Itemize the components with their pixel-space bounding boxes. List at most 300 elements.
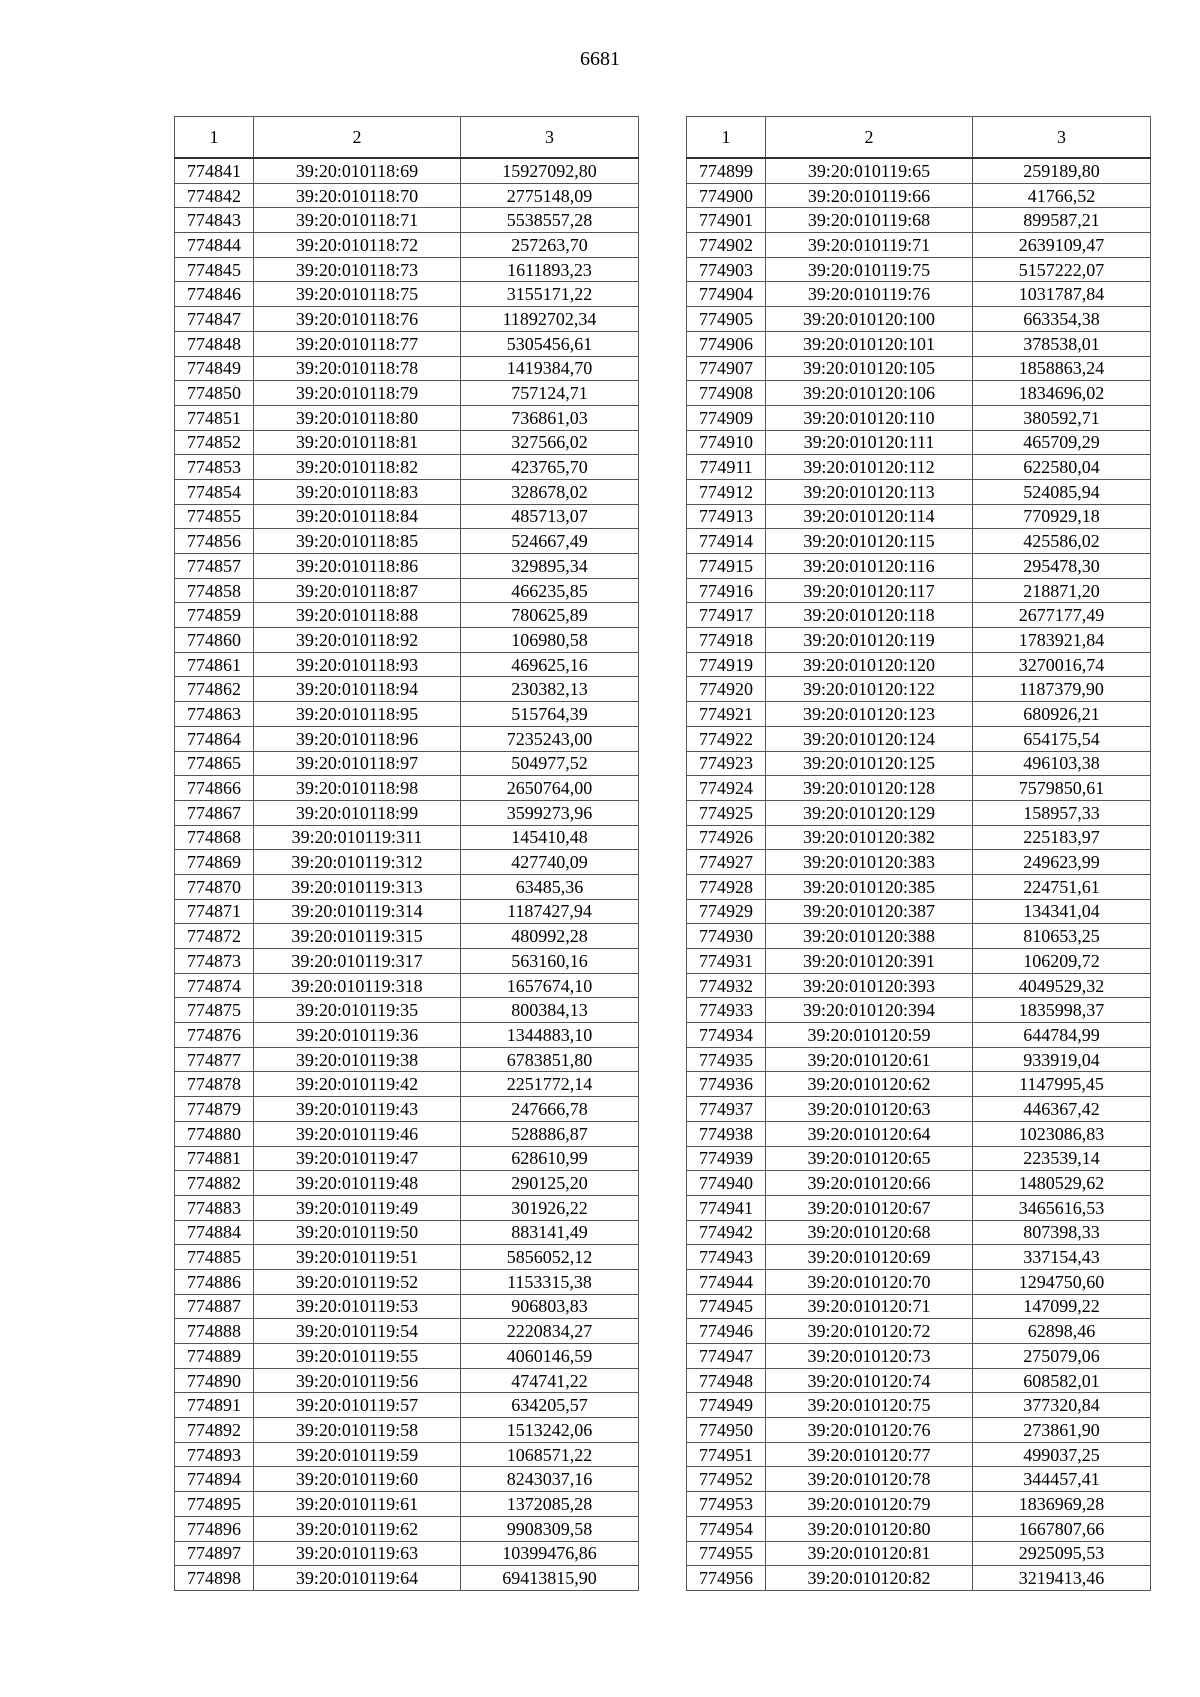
- cadastral-number-cell: 39:20:010120:114: [766, 504, 973, 529]
- record-number-cell: 774890: [175, 1368, 254, 1393]
- cadastral-number-cell: 39:20:010118:85: [254, 529, 461, 554]
- cadastral-value-cell: 2775148,09: [461, 183, 639, 208]
- record-number-cell: 774885: [175, 1245, 254, 1270]
- header-row: [687, 117, 1151, 159]
- table-row: [687, 1146, 1151, 1171]
- record-number-cell: 774909: [687, 405, 766, 430]
- record-number-cell: 774953: [687, 1492, 766, 1517]
- record-number-cell: 774914: [687, 529, 766, 554]
- record-number-cell: 774876: [175, 1023, 254, 1048]
- table-row: [175, 1146, 639, 1171]
- cadastral-number-cell: 39:20:010120:62: [766, 1072, 973, 1097]
- table-row: [175, 257, 639, 282]
- table-row: [687, 1393, 1151, 1418]
- record-number-cell: 774841: [175, 158, 254, 183]
- parcel-table-left: [174, 116, 639, 1591]
- record-number-cell: 774846: [175, 282, 254, 307]
- cadastral-number-cell: 39:20:010119:46: [254, 1121, 461, 1146]
- table-row: [175, 1294, 639, 1319]
- table-row: [175, 158, 639, 183]
- cadastral-number-cell: 39:20:010118:77: [254, 331, 461, 356]
- record-number-cell: 774949: [687, 1393, 766, 1418]
- record-number-cell: 774899: [687, 158, 766, 183]
- cadastral-number-cell: 39:20:010119:63: [254, 1541, 461, 1566]
- record-number-cell: 774943: [687, 1245, 766, 1270]
- table-row: [175, 825, 639, 850]
- record-number-cell: 774870: [175, 874, 254, 899]
- cadastral-value-cell: 1480529,62: [973, 1171, 1151, 1196]
- record-number-cell: 774896: [175, 1516, 254, 1541]
- cadastral-value-cell: 1667807,66: [973, 1516, 1151, 1541]
- cadastral-value-cell: 134341,04: [973, 899, 1151, 924]
- cadastral-number-cell: 39:20:010119:317: [254, 949, 461, 974]
- record-number-cell: 774863: [175, 702, 254, 727]
- cadastral-number-cell: 39:20:010120:391: [766, 949, 973, 974]
- cadastral-value-cell: 644784,99: [973, 1023, 1151, 1048]
- table-row: [175, 183, 639, 208]
- cadastral-number-cell: 39:20:010120:124: [766, 726, 973, 751]
- record-number-cell: 774904: [687, 282, 766, 307]
- cadastral-number-cell: 39:20:010119:315: [254, 924, 461, 949]
- cadastral-value-cell: 757124,71: [461, 381, 639, 406]
- cadastral-value-cell: 8243037,16: [461, 1467, 639, 1492]
- table-row: [687, 479, 1151, 504]
- cadastral-value-cell: 69413815,90: [461, 1566, 639, 1591]
- cadastral-number-cell: 39:20:010120:67: [766, 1195, 973, 1220]
- table-row: [687, 529, 1151, 554]
- cadastral-number-cell: 39:20:010120:69: [766, 1245, 973, 1270]
- cadastral-number-cell: 39:20:010118:88: [254, 603, 461, 628]
- cadastral-value-cell: 290125,20: [461, 1171, 639, 1196]
- cadastral-value-cell: 224751,61: [973, 874, 1151, 899]
- record-number-cell: 774867: [175, 800, 254, 825]
- cadastral-number-cell: 39:20:010120:129: [766, 800, 973, 825]
- cadastral-number-cell: 39:20:010119:62: [254, 1516, 461, 1541]
- cadastral-value-cell: 3155171,22: [461, 282, 639, 307]
- cadastral-number-cell: 39:20:010119:60: [254, 1467, 461, 1492]
- cadastral-value-cell: 446367,42: [973, 1097, 1151, 1122]
- cadastral-value-cell: 6783851,80: [461, 1047, 639, 1072]
- column-header-1: 1: [175, 117, 254, 159]
- cadastral-value-cell: 1372085,28: [461, 1492, 639, 1517]
- cadastral-number-cell: 39:20:010120:118: [766, 603, 973, 628]
- cadastral-number-cell: 39:20:010119:51: [254, 1245, 461, 1270]
- cadastral-value-cell: 3465616,53: [973, 1195, 1151, 1220]
- record-number-cell: 774924: [687, 776, 766, 801]
- cadastral-number-cell: 39:20:010118:84: [254, 504, 461, 529]
- cadastral-number-cell: 39:20:010119:59: [254, 1442, 461, 1467]
- table-row: [687, 874, 1151, 899]
- cadastral-value-cell: 259189,80: [973, 158, 1151, 183]
- record-number-cell: 774880: [175, 1121, 254, 1146]
- cadastral-number-cell: 39:20:010120:106: [766, 381, 973, 406]
- cadastral-number-cell: 39:20:010118:92: [254, 628, 461, 653]
- cadastral-value-cell: 63485,36: [461, 874, 639, 899]
- cadastral-value-cell: 1419384,70: [461, 356, 639, 381]
- cadastral-number-cell: 39:20:010120:117: [766, 578, 973, 603]
- record-number-cell: 774847: [175, 307, 254, 332]
- cadastral-value-cell: 106980,58: [461, 628, 639, 653]
- cadastral-value-cell: 622580,04: [973, 455, 1151, 480]
- cadastral-number-cell: 39:20:010120:64: [766, 1121, 973, 1146]
- cadastral-number-cell: 39:20:010118:96: [254, 726, 461, 751]
- table-row: [687, 282, 1151, 307]
- cadastral-value-cell: 257263,70: [461, 233, 639, 258]
- cadastral-value-cell: 3270016,74: [973, 652, 1151, 677]
- record-number-cell: 774936: [687, 1072, 766, 1097]
- record-number-cell: 774906: [687, 331, 766, 356]
- table-row: [175, 233, 639, 258]
- table-row: [175, 455, 639, 480]
- cadastral-number-cell: 39:20:010118:94: [254, 677, 461, 702]
- table-row: [687, 1245, 1151, 1270]
- record-number-cell: 774853: [175, 455, 254, 480]
- cadastral-number-cell: 39:20:010119:66: [766, 183, 973, 208]
- cadastral-value-cell: 5538557,28: [461, 208, 639, 233]
- table-row: [687, 949, 1151, 974]
- cadastral-number-cell: 39:20:010119:76: [766, 282, 973, 307]
- table-row: [687, 307, 1151, 332]
- table-row: [175, 899, 639, 924]
- record-number-cell: 774939: [687, 1146, 766, 1171]
- cadastral-number-cell: 39:20:010120:66: [766, 1171, 973, 1196]
- record-number-cell: 774857: [175, 554, 254, 579]
- cadastral-value-cell: 329895,34: [461, 554, 639, 579]
- record-number-cell: 774932: [687, 973, 766, 998]
- table-row: [687, 751, 1151, 776]
- cadastral-number-cell: 39:20:010119:48: [254, 1171, 461, 1196]
- cadastral-number-cell: 39:20:010118:99: [254, 800, 461, 825]
- record-number-cell: 774925: [687, 800, 766, 825]
- table-row: [175, 1418, 639, 1443]
- record-number-cell: 774933: [687, 998, 766, 1023]
- cadastral-number-cell: 39:20:010118:93: [254, 652, 461, 677]
- cadastral-number-cell: 39:20:010120:394: [766, 998, 973, 1023]
- record-number-cell: 774922: [687, 726, 766, 751]
- cadastral-number-cell: 39:20:010120:68: [766, 1220, 973, 1245]
- cadastral-value-cell: 899587,21: [973, 208, 1151, 233]
- cadastral-number-cell: 39:20:010119:47: [254, 1146, 461, 1171]
- table-row: [175, 282, 639, 307]
- cadastral-value-cell: 524667,49: [461, 529, 639, 554]
- cadastral-number-cell: 39:20:010120:63: [766, 1097, 973, 1122]
- cadastral-number-cell: 39:20:010118:72: [254, 233, 461, 258]
- cadastral-number-cell: 39:20:010120:73: [766, 1344, 973, 1369]
- cadastral-value-cell: 427740,09: [461, 850, 639, 875]
- table-row: [687, 504, 1151, 529]
- table-row: [687, 1442, 1151, 1467]
- record-number-cell: 774942: [687, 1220, 766, 1245]
- cadastral-number-cell: 39:20:010118:95: [254, 702, 461, 727]
- cadastral-value-cell: 3219413,46: [973, 1566, 1151, 1591]
- record-number-cell: 774948: [687, 1368, 766, 1393]
- record-number-cell: 774888: [175, 1319, 254, 1344]
- cadastral-number-cell: 39:20:010120:82: [766, 1566, 973, 1591]
- cadastral-number-cell: 39:20:010118:78: [254, 356, 461, 381]
- record-number-cell: 774865: [175, 751, 254, 776]
- table-row: [687, 331, 1151, 356]
- record-number-cell: 774875: [175, 998, 254, 1023]
- table-row: [175, 1072, 639, 1097]
- cadastral-value-cell: 2925095,53: [973, 1541, 1151, 1566]
- table-row: [175, 702, 639, 727]
- table-row: [687, 776, 1151, 801]
- table-row: [175, 1368, 639, 1393]
- table-row: [687, 356, 1151, 381]
- table-row: [175, 973, 639, 998]
- record-number-cell: 774951: [687, 1442, 766, 1467]
- table-row: [687, 1047, 1151, 1072]
- cadastral-value-cell: 1783921,84: [973, 628, 1151, 653]
- cadastral-value-cell: 504977,52: [461, 751, 639, 776]
- cadastral-number-cell: 39:20:010120:122: [766, 677, 973, 702]
- cadastral-number-cell: 39:20:010120:128: [766, 776, 973, 801]
- record-number-cell: 774893: [175, 1442, 254, 1467]
- parcel-table-right: [686, 116, 1151, 1591]
- record-number-cell: 774910: [687, 430, 766, 455]
- record-number-cell: 774871: [175, 899, 254, 924]
- table-row: [687, 233, 1151, 258]
- record-number-cell: 774892: [175, 1418, 254, 1443]
- cadastral-value-cell: 1153315,38: [461, 1269, 639, 1294]
- cadastral-value-cell: 2251772,14: [461, 1072, 639, 1097]
- table-row: [175, 628, 639, 653]
- record-number-cell: 774913: [687, 504, 766, 529]
- cadastral-value-cell: 1187427,94: [461, 899, 639, 924]
- record-number-cell: 774926: [687, 825, 766, 850]
- table-row: [687, 1023, 1151, 1048]
- cadastral-value-cell: 218871,20: [973, 578, 1151, 603]
- cadastral-value-cell: 1834696,02: [973, 381, 1151, 406]
- table-row: [687, 1368, 1151, 1393]
- cadastral-number-cell: 39:20:010120:77: [766, 1442, 973, 1467]
- table-row: [687, 1467, 1151, 1492]
- record-number-cell: 774862: [175, 677, 254, 702]
- cadastral-number-cell: 39:20:010119:311: [254, 825, 461, 850]
- cadastral-value-cell: 780625,89: [461, 603, 639, 628]
- cadastral-number-cell: 39:20:010120:59: [766, 1023, 973, 1048]
- column-header-2: 2: [254, 117, 461, 159]
- record-number-cell: 774852: [175, 430, 254, 455]
- record-number-cell: 774860: [175, 628, 254, 653]
- cadastral-number-cell: 39:20:010119:65: [766, 158, 973, 183]
- record-number-cell: 774850: [175, 381, 254, 406]
- record-number-cell: 774887: [175, 1294, 254, 1319]
- table-row: [687, 899, 1151, 924]
- table-row: [687, 1541, 1151, 1566]
- record-number-cell: 774952: [687, 1467, 766, 1492]
- cadastral-value-cell: 1068571,22: [461, 1442, 639, 1467]
- cadastral-number-cell: 39:20:010120:393: [766, 973, 973, 998]
- cadastral-number-cell: 39:20:010118:69: [254, 158, 461, 183]
- cadastral-value-cell: 247666,78: [461, 1097, 639, 1122]
- record-number-cell: 774930: [687, 924, 766, 949]
- record-number-cell: 774928: [687, 874, 766, 899]
- table-row: [175, 1393, 639, 1418]
- table-row: [687, 702, 1151, 727]
- record-number-cell: 774900: [687, 183, 766, 208]
- record-number-cell: 774918: [687, 628, 766, 653]
- cadastral-number-cell: 39:20:010119:50: [254, 1220, 461, 1245]
- column-header-3: 3: [461, 117, 639, 159]
- record-number-cell: 774929: [687, 899, 766, 924]
- table-row: [175, 1047, 639, 1072]
- cadastral-value-cell: 1187379,90: [973, 677, 1151, 702]
- table-row: [175, 1171, 639, 1196]
- cadastral-number-cell: 39:20:010119:313: [254, 874, 461, 899]
- cadastral-value-cell: 485713,07: [461, 504, 639, 529]
- record-number-cell: 774878: [175, 1072, 254, 1097]
- cadastral-value-cell: 680926,21: [973, 702, 1151, 727]
- cadastral-value-cell: 1294750,60: [973, 1269, 1151, 1294]
- cadastral-value-cell: 11892702,34: [461, 307, 639, 332]
- table-row: [175, 1195, 639, 1220]
- cadastral-number-cell: 39:20:010120:385: [766, 874, 973, 899]
- cadastral-value-cell: 301926,22: [461, 1195, 639, 1220]
- record-number-cell: 774903: [687, 257, 766, 282]
- record-number-cell: 774915: [687, 554, 766, 579]
- table-row: [175, 381, 639, 406]
- table-row: [687, 208, 1151, 233]
- record-number-cell: 774907: [687, 356, 766, 381]
- cadastral-number-cell: 39:20:010119:68: [766, 208, 973, 233]
- record-number-cell: 774923: [687, 751, 766, 776]
- header-row: [175, 117, 639, 159]
- record-number-cell: 774873: [175, 949, 254, 974]
- cadastral-value-cell: 225183,97: [973, 825, 1151, 850]
- cadastral-value-cell: 1657674,10: [461, 973, 639, 998]
- table-row: [175, 430, 639, 455]
- record-number-cell: 774911: [687, 455, 766, 480]
- table-row: [687, 1097, 1151, 1122]
- cadastral-number-cell: 39:20:010120:70: [766, 1269, 973, 1294]
- record-number-cell: 774869: [175, 850, 254, 875]
- table-row: [175, 504, 639, 529]
- cadastral-value-cell: 328678,02: [461, 479, 639, 504]
- record-number-cell: 774883: [175, 1195, 254, 1220]
- table-row: [687, 1319, 1151, 1344]
- cadastral-number-cell: 39:20:010118:79: [254, 381, 461, 406]
- record-number-cell: 774866: [175, 776, 254, 801]
- record-number-cell: 774912: [687, 479, 766, 504]
- cadastral-number-cell: 39:20:010120:65: [766, 1146, 973, 1171]
- cadastral-number-cell: 39:20:010118:82: [254, 455, 461, 480]
- cadastral-number-cell: 39:20:010119:53: [254, 1294, 461, 1319]
- record-number-cell: 774938: [687, 1121, 766, 1146]
- cadastral-number-cell: 39:20:010120:76: [766, 1418, 973, 1443]
- cadastral-value-cell: 230382,13: [461, 677, 639, 702]
- record-number-cell: 774849: [175, 356, 254, 381]
- record-number-cell: 774854: [175, 479, 254, 504]
- table-row: [687, 1344, 1151, 1369]
- record-number-cell: 774955: [687, 1541, 766, 1566]
- record-number-cell: 774916: [687, 578, 766, 603]
- cadastral-value-cell: 1147995,45: [973, 1072, 1151, 1097]
- record-number-cell: 774842: [175, 183, 254, 208]
- cadastral-value-cell: 147099,22: [973, 1294, 1151, 1319]
- cadastral-value-cell: 295478,30: [973, 554, 1151, 579]
- cadastral-value-cell: 810653,25: [973, 924, 1151, 949]
- cadastral-value-cell: 344457,41: [973, 1467, 1151, 1492]
- cadastral-value-cell: 1836969,28: [973, 1492, 1151, 1517]
- table-row: [175, 529, 639, 554]
- cadastral-value-cell: 524085,94: [973, 479, 1151, 504]
- record-number-cell: 774891: [175, 1393, 254, 1418]
- cadastral-value-cell: 223539,14: [973, 1146, 1151, 1171]
- column-header-1: 1: [687, 117, 766, 159]
- cadastral-value-cell: 1513242,06: [461, 1418, 639, 1443]
- cadastral-number-cell: 39:20:010120:112: [766, 455, 973, 480]
- record-number-cell: 774956: [687, 1566, 766, 1591]
- cadastral-value-cell: 5856052,12: [461, 1245, 639, 1270]
- cadastral-number-cell: 39:20:010120:81: [766, 1541, 973, 1566]
- cadastral-number-cell: 39:20:010119:57: [254, 1393, 461, 1418]
- table-row: [687, 1566, 1151, 1591]
- table-row: [175, 924, 639, 949]
- table-row: [175, 1541, 639, 1566]
- table-row: [687, 554, 1151, 579]
- cadastral-value-cell: 377320,84: [973, 1393, 1151, 1418]
- table-row: [687, 973, 1151, 998]
- cadastral-number-cell: 39:20:010119:71: [766, 233, 973, 258]
- table-row: [687, 628, 1151, 653]
- table-row: [175, 1566, 639, 1591]
- table-row: [687, 825, 1151, 850]
- record-number-cell: 774872: [175, 924, 254, 949]
- record-number-cell: 774946: [687, 1319, 766, 1344]
- table-row: [687, 998, 1151, 1023]
- cadastral-value-cell: 15927092,80: [461, 158, 639, 183]
- cadastral-value-cell: 634205,57: [461, 1393, 639, 1418]
- table-row: [687, 1516, 1151, 1541]
- table-row: [175, 1269, 639, 1294]
- column-header-3: 3: [973, 117, 1151, 159]
- table-row: [175, 307, 639, 332]
- table-row: [175, 356, 639, 381]
- table-row: [175, 1097, 639, 1122]
- record-number-cell: 774882: [175, 1171, 254, 1196]
- cadastral-value-cell: 5157222,07: [973, 257, 1151, 282]
- table-row: [175, 1245, 639, 1270]
- cadastral-value-cell: 158957,33: [973, 800, 1151, 825]
- table-row: [687, 405, 1151, 430]
- table-row: [687, 1418, 1151, 1443]
- cadastral-value-cell: 380592,71: [973, 405, 1151, 430]
- record-number-cell: 774905: [687, 307, 766, 332]
- cadastral-number-cell: 39:20:010118:83: [254, 479, 461, 504]
- table-row: [175, 998, 639, 1023]
- record-number-cell: 774940: [687, 1171, 766, 1196]
- table-row: [175, 800, 639, 825]
- cadastral-value-cell: 2650764,00: [461, 776, 639, 801]
- record-number-cell: 774935: [687, 1047, 766, 1072]
- cadastral-number-cell: 39:20:010120:72: [766, 1319, 973, 1344]
- cadastral-value-cell: 515764,39: [461, 702, 639, 727]
- record-number-cell: 774897: [175, 1541, 254, 1566]
- cadastral-number-cell: 39:20:010120:120: [766, 652, 973, 677]
- table-row: [687, 603, 1151, 628]
- cadastral-value-cell: 41766,52: [973, 183, 1151, 208]
- table-row: [687, 257, 1151, 282]
- cadastral-number-cell: 39:20:010119:314: [254, 899, 461, 924]
- table-row: [687, 1195, 1151, 1220]
- record-number-cell: 774919: [687, 652, 766, 677]
- cadastral-number-cell: 39:20:010120:75: [766, 1393, 973, 1418]
- cadastral-value-cell: 273861,90: [973, 1418, 1151, 1443]
- record-number-cell: 774858: [175, 578, 254, 603]
- cadastral-value-cell: 62898,46: [973, 1319, 1151, 1344]
- record-number-cell: 774874: [175, 973, 254, 998]
